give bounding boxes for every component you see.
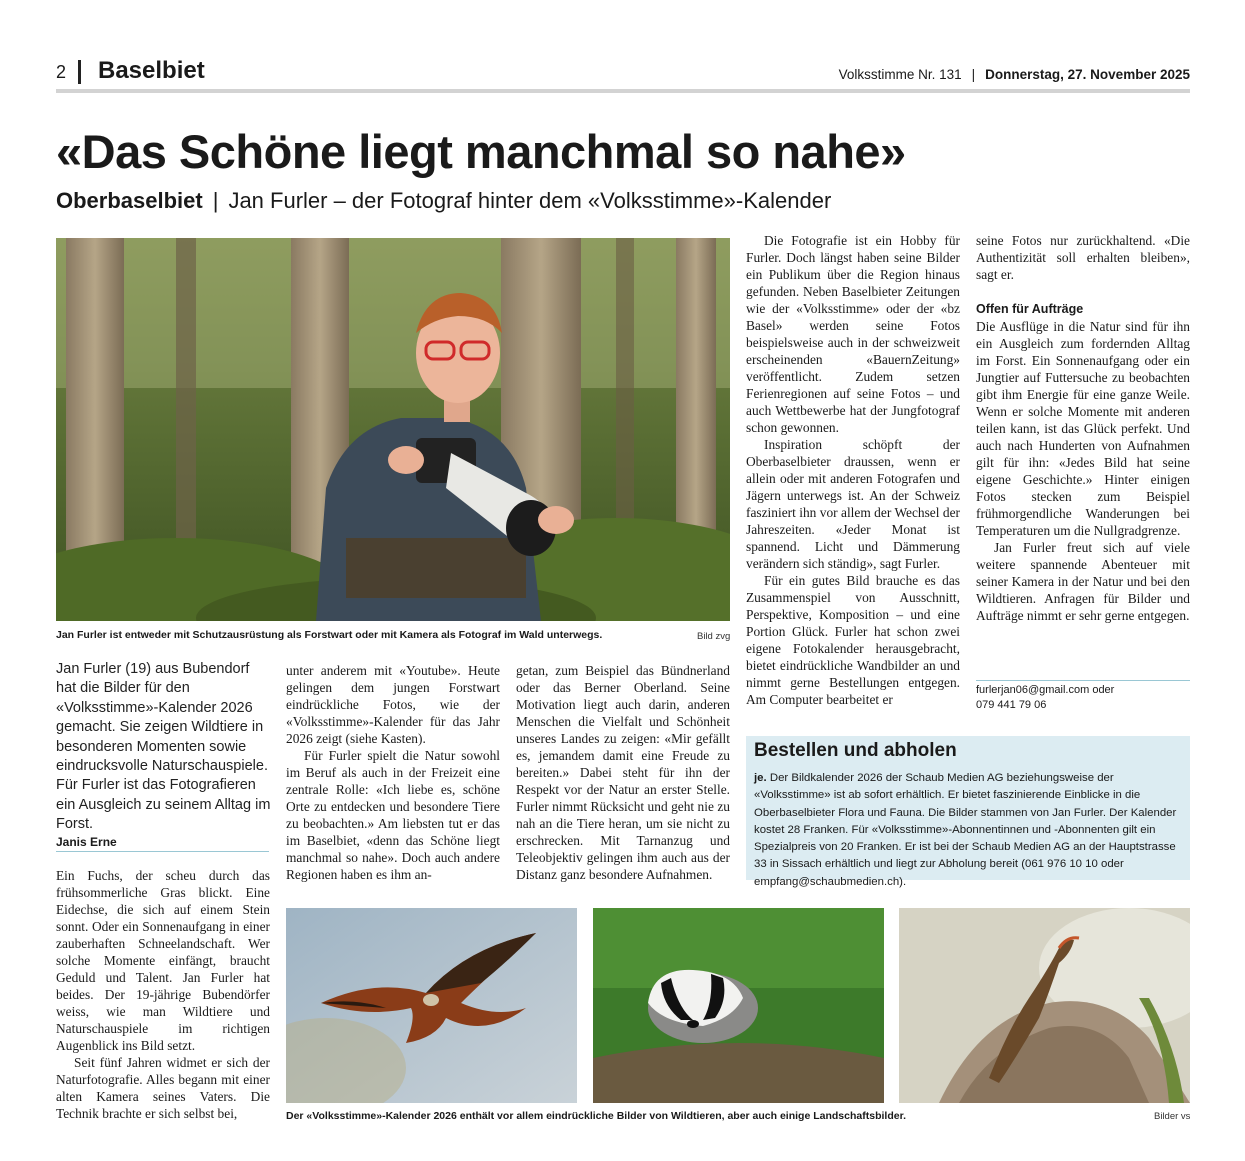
bottom-photos-credit: Bilder vs (1154, 1111, 1191, 1122)
subheading: Offen für Aufträge (976, 302, 1084, 316)
author-rule (56, 851, 269, 852)
subline-kicker: Oberbaselbiet (56, 188, 203, 213)
paragraph: Für Furler spielt die Natur sowohl im Beruf als auch in der Freizeit eine zentrale Rolle: «Ich liebe es, schöne Orte zu entdecken und besondere Tiere zu beobachten.» Am liebsten tut er das im Baselbiet, «denn das Schöne liegt manchmal so nahe». Doch auch andere Regionen haben es ihm an- (286, 748, 500, 882)
main-photo (56, 238, 730, 621)
contact-email: furlerjan06@gmail.com oder (976, 684, 1115, 696)
main-photo-caption: Jan Furler ist entweder mit Schutzausrüstung als Forstwart oder mit Kamera als Fotograf im Wald unterwegs. (56, 629, 603, 641)
paragraph: seine Fotos nur zurückhaltend. «Die Authentizität soll erhalten bleiben», sagt er. (976, 233, 1190, 282)
subline: Oberbaselbiet | Jan Furler – der Fotograf hinter dem «Volksstimme»-Kalender (56, 188, 832, 213)
header-divider (78, 60, 81, 84)
info-box-text (754, 770, 1182, 891)
article-column-1 (56, 867, 270, 1122)
red-kite-photo (286, 908, 577, 1103)
contact-phone: 079 441 79 06 (976, 699, 1047, 711)
paragraph: Jan Furler freut sich auf viele weitere spannende Abenteuer mit seiner Kamera in der Natur und bei den Wildtieren. Anfragen für Bilder und Aufträge nimmt er sehr gerne entgegen. (976, 540, 1190, 623)
main-photo-credit: Bild zvg (697, 631, 731, 642)
lead-paragraph: Jan Furler (19) aus Bubendorf hat die Bilder für den «Volksstimme»-Kalender 2026 gemacht. Sie zeigen Wildtiere in besonderen Momenten sowie eindrucksvolle Naturschauspiele. Für Furler ist das Fotografieren ein Ausgleich zu seinem Alltag im Forst. (56, 661, 271, 833)
info-box-title: Bestellen und abholen (754, 740, 957, 761)
issue-number: Volksstimme Nr. 131 (838, 67, 962, 82)
subline-text: Jan Furler – der Fotograf hinter dem «Volksstimme»-Kalender (228, 188, 832, 213)
info-box (746, 736, 1190, 888)
badger-photo (593, 908, 884, 1103)
article-column-2 (286, 662, 500, 883)
page-number: 2 (56, 62, 67, 82)
header-rule (56, 89, 1190, 93)
lizard-photo (899, 908, 1190, 1103)
section-title: Baselbiet (98, 57, 205, 84)
paragraph: Die Ausflüge in die Natur sind für ihn ein Ausgleich zum fordernden Alltag im Forst. Ein Sonnenaufgang oder ein Jungtier auf Futtersuche zu beobachten gibt ihm Energie für eine ganze Weile. Wenn er solche Momente mit anderen teilen kann, ist das Glück perfekt. Und auch nach Hunderten von Aufnahmen gilt für ihn: «Jedes Bild hat seine eigene Geschichte.» Hinter einigen Fotos stecken zum Beispiel frühmorgendliche Wanderungen bei Temperaturen um die Nullgradgrenze. (976, 319, 1190, 538)
article-column-4 (746, 232, 960, 708)
paragraph: Die Fotografie ist ein Hobby für Furler. Doch längst haben seine Bilder ein Publikum über die Region hinaus gefunden. Neben Baselbieter Zeitungen wie der «Volksstimme» oder der «bz Basel» werden seine Fotos beispielsweise auch in der schweizweit erscheinenden «BauernZeitung» veröffentlicht. Zudem setzen Ferienregionen auf seine Fotos – und auch Wettbewerbe hat der Jungfotograf schon gewonnen. (746, 233, 960, 435)
paragraph: getan, zum Beispiel das Bündnerland oder das Berner Oberland. Seine Motivation liegt auch darin, anderen Menschen die Vielfalt und Schönheit unseres Landes zu zeigen: «Mir gefällt es, jemandem damit eine Freude zu bereiten.» Dabei steht für ihn der Respekt vor der Natur an erster Stelle. Furler nimmt Rücksicht und geht nie zu nah an die Tiere heran, um sie nicht zu erschrecken. Mit Tarnanzug und Teleobjektiv gelingen ihm auch aus der Distanz ganz besondere Aufnahmen. (516, 663, 730, 882)
article-column-5 (976, 232, 1190, 624)
paragraph: Für ein gutes Bild brauche es das Zusammenspiel von Ausschnitt, Perspektive, Komposition – und eine Portion Glück. Furler hat schon zwei eigene Fotokalender herausgebracht, bietet eindrückliche Wandbilder an und nimmt gerne Bestellungen entgegen. Am Computer bearbeitet er (746, 573, 960, 707)
contact-info (976, 683, 1114, 713)
paragraph: Seit fünf Jahren widmet er sich der Naturfotografie. Alles begann mit einer alten Kamera seines Vaters. Die Technik brachte er sich selbst bei, (56, 1055, 270, 1121)
red-kite-image (286, 908, 577, 1103)
contact-rule (976, 680, 1190, 681)
headline: «Das Schöne liegt manchmal so nahe» (56, 125, 906, 178)
lizard-image (899, 908, 1190, 1103)
issue-date: Donnerstag, 27. November 2025 (985, 67, 1190, 82)
paragraph: Ein Fuchs, der scheu durch das frühsommerliche Gras blickt. Eine Eidechse, die sich auf einem Stein sonnt. Oder ein Sonnenaufgang in einer zauberhaften Schneelandschaft. Wer solche Momente einfängt, braucht Geduld und Talent. Jan Furler hat beides. Der 19-jährige Bubendörfer weiss, wie man Wildtiere und Naturschauspiele im richtigen Augenblick ins Bild setzt. (56, 868, 270, 1053)
info-box-body: Der Bildkalender 2026 der Schaub Medien AG beziehungsweise der «Volksstimme» ist ab sofort erhältlich. Er bietet faszinierende Einblicke in die Oberbaselbieter Flora und Fauna. Die Bilder stammen von Jan Furler. Der Kalender kostet 28 Franken. Für «Volksstimme»-Abonnentinnen und -Abonnenten gilt ein Spezialpreis von 20 Franken. Er ist bei der Schaub Medien AG an der Hauptstrasse 33 in Sissach erhältlich und liegt zur Abholung bereit (061 976 10 10 oder empfang@schaubmedien.ch). (754, 772, 1177, 888)
bottom-photos-caption: Der «Volksstimme»-Kalender 2026 enthält vor allem eindrückliche Bilder von Wildtieren, aber auch einige Landschaftsbilder. (286, 1110, 906, 1122)
author-name: Janis Erne (56, 835, 117, 849)
info-box-initials: je. (754, 772, 767, 784)
paragraph: Inspiration schöpft der Oberbaselbieter draussen, wenn er allein oder mit anderen Fotografen und Jägern unterwegs ist. An der Schweiz fasziniert ihn vor allem der Wechsel der Jahreszeiten. «Jeder Monat ist spannend. Licht und Dämmerung verändern sich ständig», sagt Furler. (746, 437, 960, 571)
article-column-3 (516, 662, 730, 883)
paragraph: unter anderem mit «Youtube». Heute gelingen dem jungen Forstwart eindrückliche Fotos, wie der «Volksstimme»-Kalender für das Jahr 2026 zeigt (siehe Kasten). (286, 663, 500, 746)
badger-image (593, 908, 884, 1103)
photographer-image (56, 238, 730, 621)
issue-info: Volksstimme Nr. 131 | Donnerstag, 27. November 2025 (838, 67, 1190, 82)
